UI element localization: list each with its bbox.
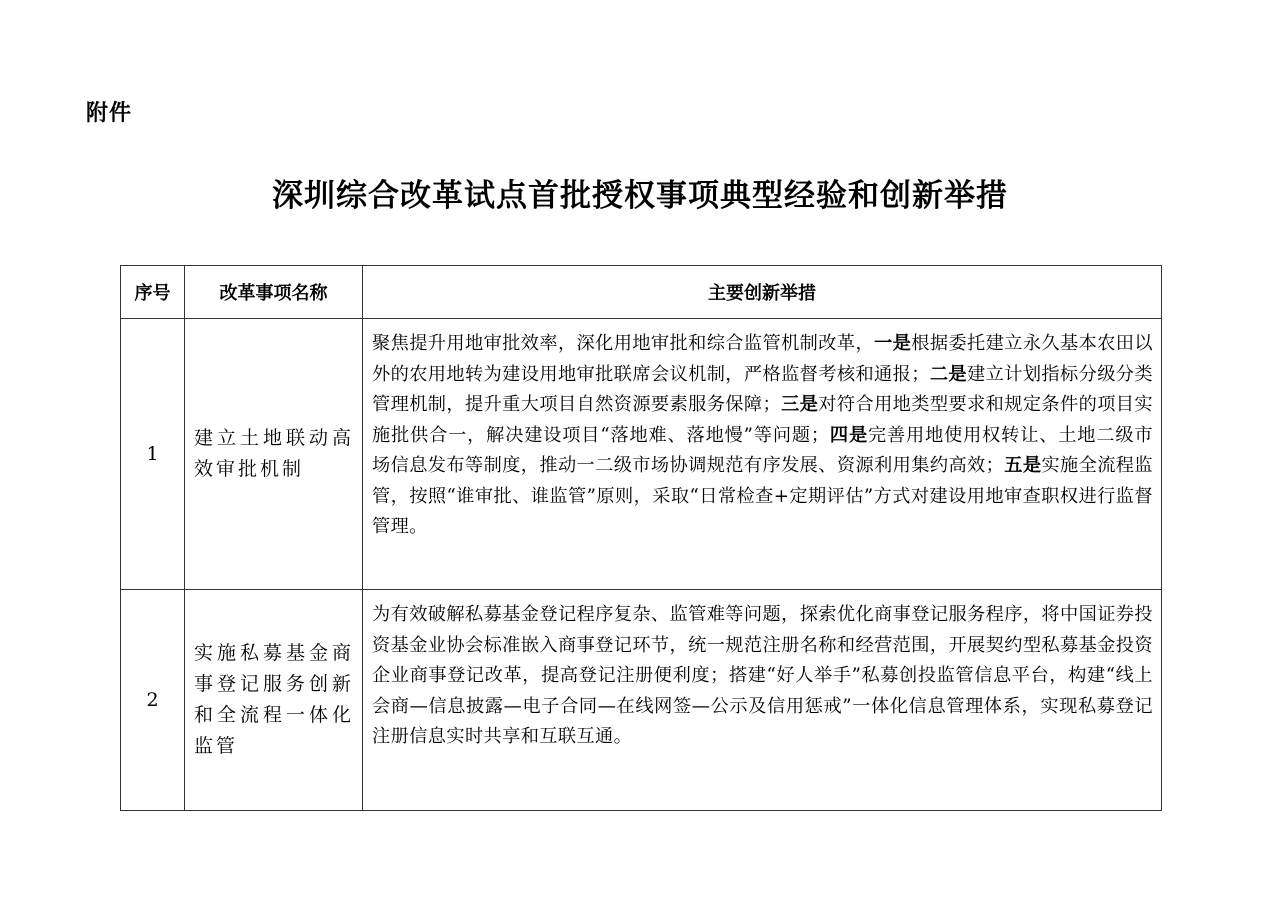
measures-table — [120, 265, 1162, 811]
innovation-measures — [363, 319, 1162, 590]
header-num: 序号 — [121, 266, 185, 319]
attachment-label: 附件 — [86, 101, 133, 126]
measure-text: 根据委托建立永久基本农田以外的农用地转为建设用地审批联席会议机制，严格监督考核和通报； — [372, 333, 1153, 385]
ordinal-marker: 五是 — [1004, 455, 1042, 476]
header-name: 改革事项名称 — [185, 266, 363, 319]
row-number: 2 — [121, 590, 185, 811]
table-row — [121, 590, 1162, 811]
ordinal-marker: 三是 — [781, 394, 819, 415]
table-header-row — [121, 266, 1162, 319]
ordinal-marker: 一是 — [874, 333, 912, 354]
table-row — [121, 319, 1162, 590]
measure-text: 建立计划指标分级分类管理机制，提升重大项目自然资源要素服务保障； — [372, 363, 1153, 415]
reform-item-name: 建立土地联动高效审批机制 — [185, 319, 363, 590]
innovation-measures — [363, 590, 1162, 811]
measure-text: 完善用地使用权转让、土地二级市场信息发布等制度，推动一二级市场协调规范有序发展、资源利用集约高效； — [372, 424, 1153, 476]
header-measures: 主要创新举措 — [363, 266, 1162, 319]
measure-text: 为有效破解私募基金登记程序复杂、监管难等问题，探索优化商事登记服务程序，将中国证券投资基金业协会标准嵌入商事登记环节，统一规范注册名称和经营范围，开展契约型私募基金投资企业商事登记改革，提高登记注册便利度；搭建“好人举手”私募创投监管信息平台，构建“线上会商—信息披露—电子合同—在线网签—公示及信用惩戒”一体化信息管理体系，实现私募登记注册信息实时共享和互联互通。 — [372, 604, 1153, 747]
measure-text: 聚焦提升用地审批效率，深化用地审批和综合监管机制改革， — [372, 333, 875, 354]
reform-item-name: 实施私募基金商事登记服务创新和全流程一体化监管 — [185, 590, 363, 811]
measure-text: 实施全流程监管，按照“谁审批、谁监管”原则，采取“日常检查+定期评估”方式对建设用地审查职权进行监督管理。 — [372, 455, 1153, 537]
ordinal-marker: 二是 — [929, 363, 968, 385]
document-title: 深圳综合改革试点首批授权事项典型经验和创新举措 — [272, 178, 1008, 214]
measure-text: 对符合用地类型要求和规定条件的项目实施批供合一，解决建设项目“落地难、落地慢”等问题； — [372, 394, 1153, 446]
ordinal-marker: 四是 — [829, 424, 868, 446]
row-number: 1 — [121, 319, 185, 590]
